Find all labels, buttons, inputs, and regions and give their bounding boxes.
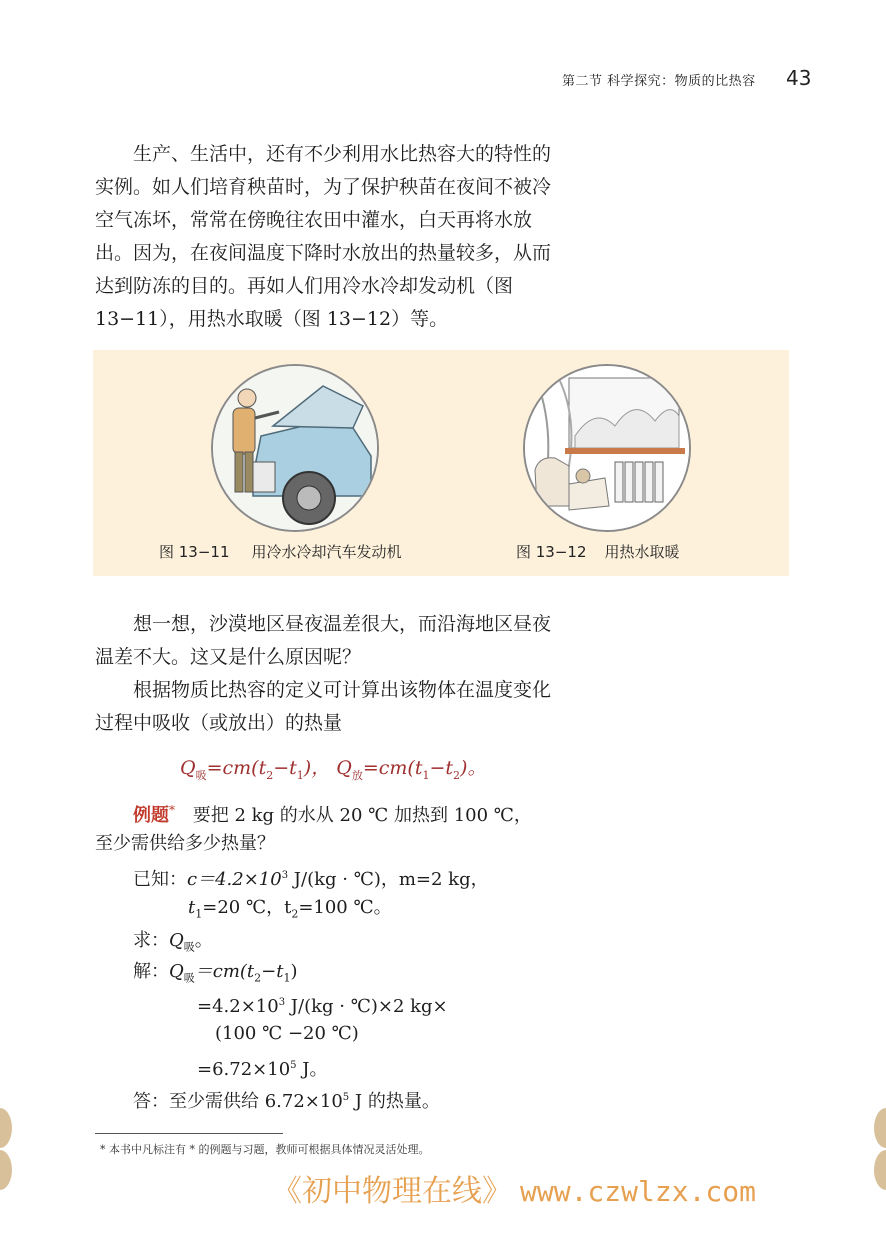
known-line1: 已知：$c=4.2\times 10^3$ J/(kg · ℃)，m=2 kg，: [133, 869, 489, 890]
find-line: 求：$Q_吸$。: [133, 930, 213, 954]
solve-step2: (100 ℃ −20 ℃): [215, 1023, 359, 1044]
think-paragraph: 想一想，沙漠地区昼夜温差很大，而沿海地区昼夜温差不大。这又是什么原因呢？: [95, 613, 552, 668]
heat-formula: $Q_吸=cm(t_2-t_1)$， $Q_放=cm(t_1-t_2)$。: [180, 757, 487, 782]
solve-step3: $=6.72\times 10^5$ J。: [197, 1059, 328, 1080]
watermark-url: www.czwlzx.com: [520, 1175, 757, 1208]
figure-13-11-caption: 图 13−11 用冷水冷却汽车发动机: [159, 543, 402, 561]
example-title: 例题: [133, 805, 169, 826]
watermark-title: 《初中物理在线》: [272, 1174, 512, 1209]
figure-13-12-caption: 图 13−12 用热水取暖: [516, 543, 680, 561]
watermark: [272, 1166, 756, 1210]
intro-paragraph: 生产、生活中，还有不少利用水比热容大的特性的实例。如人们培育秧苗时，为了保护秧苗在夜间不被冷空气冻坏，常常在傍晚往农田中灌水，白天再将水放出。因为，在夜间温度下降时水放出的热量较多，从而达到防冻的目的。再如人们用冷水冷却发动机（图 13−11），用热水取暖（图 13−12）等。: [95, 143, 552, 330]
known-line2: $t_1=20$ ℃，$t_2=100$ ℃。: [188, 897, 392, 921]
example-question-line1: 例题* 要把 2 kg 的水从 20 ℃ 加热到 100 ℃，: [133, 803, 532, 826]
figure-panel: [93, 350, 789, 576]
footnote: * 本书中凡标注有 * 的例题与习题，教师可根据具体情况灵活处理。: [100, 1143, 430, 1156]
solve-line: 解：$Q_吸=cm(t_2-t_1)$: [133, 961, 298, 985]
solve-step1: $=4.2\times 10^3$ J/(kg · ℃)×2 kg×: [197, 996, 448, 1017]
definition-paragraph: 根据物质比热容的定义可计算出该物体在温度变化过程中吸收（或放出）的热量: [95, 679, 552, 734]
example-question-line2: 至少需供给多少热量？: [95, 833, 275, 854]
page-edge-mark: [874, 1108, 886, 1148]
page-number: 43: [786, 66, 812, 90]
page-edge-mark: [874, 1150, 886, 1190]
page-edge-mark: [0, 1108, 12, 1148]
radiator-room-illustration: [523, 364, 691, 532]
section-header: 第二节 科学探究：物质的比热容: [562, 74, 756, 89]
car-engine-illustration: [211, 364, 379, 532]
answer-line: 答：至少需供给 $6.72\times 10^5$ J 的热量。: [133, 1091, 440, 1112]
page-edge-mark: [0, 1150, 12, 1190]
footnote-rule: [95, 1133, 283, 1134]
